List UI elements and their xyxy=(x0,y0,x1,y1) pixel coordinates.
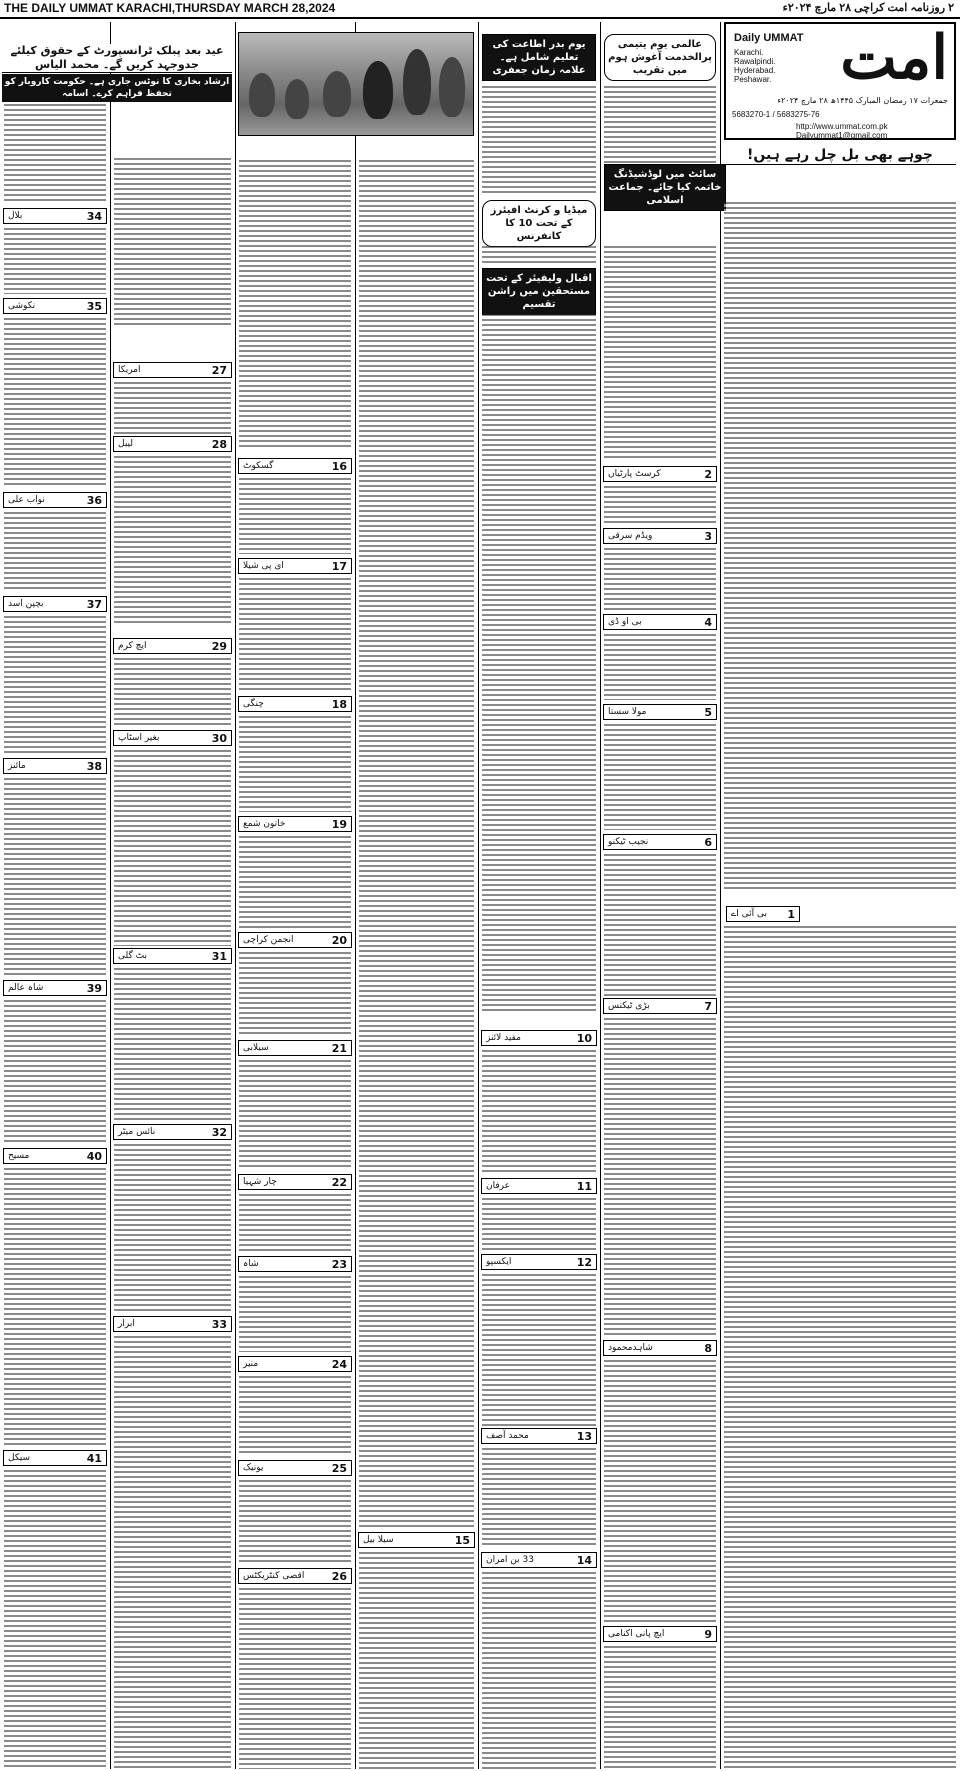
notice-17: 17 ای پی شیلا xyxy=(238,558,352,574)
text-block xyxy=(604,724,716,830)
notice-14: 14 33 بن امران xyxy=(481,1552,597,1568)
notice-19: 19 خاتون شمع xyxy=(238,816,352,832)
notice-16: 16 گسکوٹ xyxy=(238,458,352,474)
notice-1: 1 بی آئی اے xyxy=(726,906,800,922)
text-block xyxy=(4,1000,106,1144)
notice-32: 32 نائس میٹر xyxy=(113,1124,232,1140)
urdu-title: روزنامہ امت کراچی ۲۸ مارچ ۲۰۲۴ء xyxy=(782,2,946,14)
text-block xyxy=(239,836,351,928)
notice-21: 21 سیلابی xyxy=(238,1040,352,1056)
column-2 xyxy=(110,22,236,1769)
headline-business: ارشاد بخاری کا نوٹس جاری ہے۔ حکومت کاروبار کو تحفظ فراہم کرے۔ اسامہ xyxy=(2,74,232,102)
text-block xyxy=(4,228,106,294)
city-list: Karachi. Rawalpindi. Hyderabad. Peshawar. xyxy=(734,48,776,84)
notice-6: 6 نجیب ٹیکنو xyxy=(603,834,717,850)
text-block xyxy=(724,202,956,892)
text-block xyxy=(482,1448,596,1548)
notice-26: 26 اقصی کنٹریکٹس xyxy=(238,1568,352,1584)
headline-yaum-badr: یوم بدر اطاعت کی تعلیم شامل ہے۔ علامہ زمان جعفری xyxy=(482,34,596,81)
text-block xyxy=(482,1274,596,1426)
text-block xyxy=(114,456,231,626)
text-block xyxy=(239,1480,351,1564)
notice-40: 40 مسیح xyxy=(3,1148,107,1164)
text-block xyxy=(604,634,716,700)
text-block xyxy=(4,616,106,754)
notice-34: 34 بلال xyxy=(3,208,107,224)
text-block xyxy=(359,160,474,1528)
urdu-date-title xyxy=(783,1,954,14)
text-block xyxy=(239,1588,351,1769)
notice-18: 18 چنگی xyxy=(238,696,352,712)
text-block xyxy=(604,1646,716,1769)
text-block xyxy=(482,246,596,266)
column-5 xyxy=(478,22,601,1769)
english-date-title: THE DAILY UMMAT KARACHI,THURSDAY MARCH 28,2024 xyxy=(4,1,336,15)
notice-15: 15 سیلا بیل xyxy=(358,1532,475,1548)
notice-23: 23 شاہ xyxy=(238,1256,352,1272)
text-block xyxy=(239,716,351,812)
column-6 xyxy=(600,22,721,1769)
email-address[interactable]: Dailyummat1@gmail.com xyxy=(796,131,888,140)
text-block xyxy=(239,1060,351,1170)
notice-4: 4 بی او ڈی xyxy=(603,614,717,630)
text-block xyxy=(239,478,351,554)
text-block xyxy=(114,1144,231,1312)
headline-transport: عید بعد پبلک ٹرانسپورٹ کے حقوق کیلئے جدوجہد کریں گے۔ محمد الیاس xyxy=(2,44,232,73)
text-block xyxy=(239,578,351,692)
notice-10: 10 مفید لائنز xyxy=(481,1030,597,1046)
text-block xyxy=(359,1552,474,1769)
notice-38: 38 مائنز xyxy=(3,758,107,774)
text-block xyxy=(482,314,596,1014)
page-number: ۲ xyxy=(948,2,954,14)
text-block xyxy=(604,854,716,996)
column-1 xyxy=(0,22,111,1769)
column-7 xyxy=(720,22,960,1769)
text-block xyxy=(604,548,716,610)
page-header xyxy=(0,0,960,16)
text-block xyxy=(482,1050,596,1174)
notice-25: 25 یونیک xyxy=(238,1460,352,1476)
text-block xyxy=(114,658,231,726)
text-block xyxy=(724,926,956,1769)
main-headline: چوہے بھی بل چل رہے ہیں! xyxy=(724,146,956,165)
column-3 xyxy=(235,22,356,1769)
notice-2: 2 کرسٹ پارٹیاں xyxy=(603,466,717,482)
notice-37: 37 بچپن اسد xyxy=(3,596,107,612)
notice-39: 39 شاہ عالم xyxy=(3,980,107,996)
notice-24: 24 منیر xyxy=(238,1356,352,1372)
website-link[interactable]: http://www.ummat.com.pk xyxy=(796,122,888,131)
ummat-logo: امت xyxy=(840,23,948,93)
notice-33: 33 ابرار xyxy=(113,1316,232,1332)
text-block xyxy=(482,1198,596,1250)
masthead xyxy=(724,22,956,140)
text-block xyxy=(4,318,106,488)
notice-12: 12 ایکسپو xyxy=(481,1254,597,1270)
notice-7: 7 بڑی ٹیکنس xyxy=(603,998,717,1014)
headline-media-conference: میڈیا و کرنٹ افیئرز کے تحت 10 کا کانفرنس xyxy=(482,200,596,247)
notice-28: 28 لیبل xyxy=(113,436,232,452)
phone-numbers: 5683270-1 / 5683275-76 xyxy=(732,110,820,119)
notice-30: 30 بغیر اسٹاپ xyxy=(113,730,232,746)
notice-41: 41 سیکل xyxy=(3,1450,107,1466)
text-block xyxy=(239,1276,351,1352)
text-block xyxy=(604,486,716,526)
text-block xyxy=(604,1360,716,1624)
notice-11: 11 عرفان xyxy=(481,1178,597,1194)
notice-8: 8 شاہدمحمود xyxy=(603,1340,717,1356)
text-block xyxy=(4,512,106,592)
text-block xyxy=(239,1376,351,1456)
notice-29: 29 ایچ کرم xyxy=(113,638,232,654)
notice-31: 31 بٹ گلی xyxy=(113,948,232,964)
text-block xyxy=(239,160,351,448)
text-block xyxy=(114,750,231,946)
text-block xyxy=(4,778,106,976)
text-block xyxy=(114,1336,231,1769)
text-block xyxy=(482,1572,596,1769)
notice-5: 5 مولا سستا xyxy=(603,704,717,720)
text-block xyxy=(4,1168,106,1446)
text-block xyxy=(604,246,716,460)
text-block xyxy=(239,952,351,1036)
notice-9: 9 ایچ پانی اکنامی xyxy=(603,1626,717,1642)
notice-36: 36 نواب علی xyxy=(3,492,107,508)
text-block xyxy=(4,1470,106,1769)
column-4 xyxy=(355,22,479,1769)
notice-20: 20 انجمن کراچی xyxy=(238,932,352,948)
text-block xyxy=(239,1194,351,1252)
headline-iqbal-welfare: اقبال ولیفیئر کے تحت مستحقین میں راشن تقسیم xyxy=(482,268,596,315)
issue-date: جمعرات ۱۷ رمضان المبارک ۱۴۴۵ھ ۲۸ مارچ ۲۰۲۴ء xyxy=(777,96,948,105)
headline-orphans-day: عالمی یوم یتیمی پرالخدمت آغوش ہوم میں تقریب xyxy=(604,34,716,81)
brand-name: Daily UMMAT xyxy=(734,32,804,44)
text-block xyxy=(604,1018,716,1336)
headline-loadshedding: سائٹ میں لوڈشیڈنگ خاتمہ کیا جائے۔ جماعت اسلامی xyxy=(604,164,726,211)
notice-3: 3 ویڈم سرقی xyxy=(603,528,717,544)
notice-13: 13 محمد آصف xyxy=(481,1428,597,1444)
notice-35: 35 نکوشی xyxy=(3,298,107,314)
notice-27: 27 امریکا xyxy=(113,362,232,378)
text-block xyxy=(482,86,596,196)
text-block xyxy=(114,968,231,1122)
notice-22: 22 چار شہیا xyxy=(238,1174,352,1190)
text-block xyxy=(114,158,231,328)
header-rule xyxy=(0,17,960,19)
